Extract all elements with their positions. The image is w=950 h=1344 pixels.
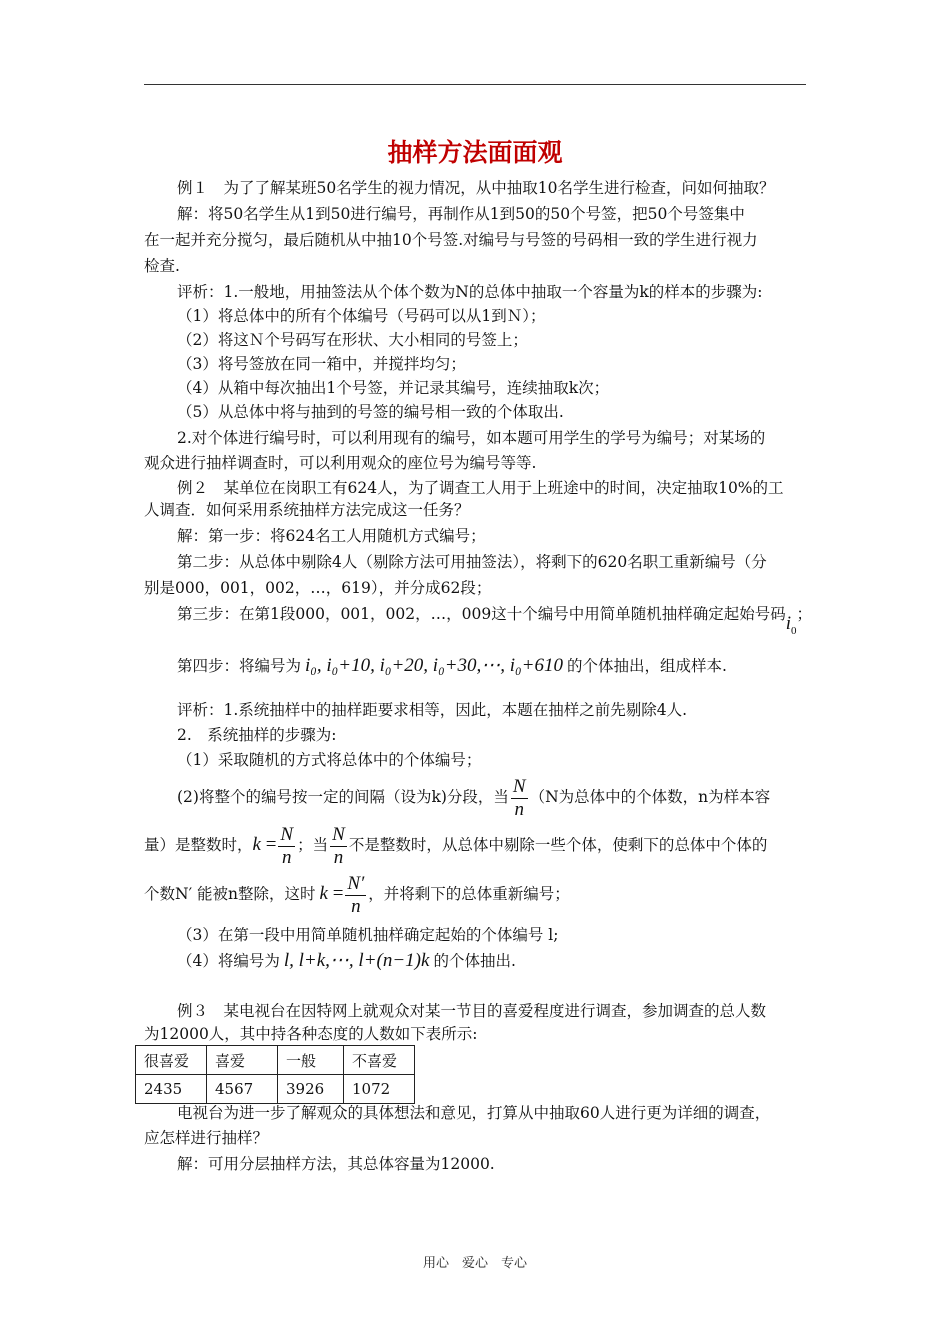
ex1-step-1: （1）将总体中的所有个体编号（号码可以从1到Ｎ）；	[177, 307, 546, 325]
ex2-step-1: 解：第一步：将624名工人用随机方式编号；	[177, 527, 486, 545]
fraction-N-over-n-3: $\frac{N}{n}$	[332, 823, 345, 868]
ex3-text-2: 应怎样进行抽样？	[144, 1129, 269, 1147]
ex2-proc-2	[177, 775, 770, 821]
ex1-step-5: （5）从总体中将与抽到的号签的编号相一致的个体取出.	[177, 403, 564, 421]
k-equals: k =	[252, 834, 277, 855]
ex2-proc-3-b: ；当	[297, 836, 329, 854]
ex2-proc-6-pre: （4）将编号为	[177, 952, 280, 970]
ex3-question-2: 为12000人，其中持各种态度的人数如下表所示:	[144, 1025, 478, 1043]
fraction-Nprime-over-n: $\frac{N'}{n}$	[347, 872, 365, 917]
ex2-step-4-formula: i₀, i₀+10, i₀+20, i₀+30,⋯, i₀+610	[305, 655, 563, 676]
ex2-proc-1: （1）采取随机的方式将总体中的个体编号；	[177, 751, 482, 769]
ex1-answer-line2: 在一起并充分搅匀，最后随机从中抽10个号签.对编号与号签的号码相一致的学生进行视力	[144, 231, 758, 249]
table-row	[136, 1075, 415, 1104]
ex2-proc-6-formula: l, l+k,⋯, l+(n−1)k	[283, 950, 430, 971]
ex2-proc-4	[144, 872, 570, 918]
ex2-proc-4-b: ，并将剩下的总体重新编号；	[368, 885, 570, 903]
ex2-proc-3	[144, 823, 767, 869]
ex2-proc-6	[177, 951, 516, 971]
ex2-step-3	[177, 604, 812, 637]
table-header-row	[136, 1046, 415, 1075]
ex2-comment-2: 2. 系统抽样的步骤为:	[177, 726, 337, 744]
ex2-proc-2-pre: (2)将整个的编号按一定的间隔（设为k)分段，当	[177, 788, 509, 806]
ex2-question-2: 人调查．如何采用系统抽样方法完成这一任务？	[144, 501, 470, 519]
ex1-answer-line1: 解：将50名学生从1到50进行编号，再制作从1到50的50个号签，把50个号签集中	[177, 205, 745, 223]
ex2-proc-5: （3）在第一段中用简单随机抽样确定起始的个体编号 l;	[177, 926, 559, 944]
ex1-answer-line3: 检查.	[144, 257, 180, 275]
page-title: 抽样方法面面观	[387, 138, 563, 167]
table-header-cell: 不喜爱	[344, 1046, 415, 1075]
attitude-table	[135, 1045, 415, 1104]
fraction-N-over-n-2: $\frac{N}{n}$	[280, 823, 294, 868]
ex2-step-3-end: ；	[796, 605, 812, 623]
ex3-text-1: 电视台为进一步了解观众的具体想法和意见，打算从中抽取60人进行更为详细的调查，	[177, 1104, 771, 1122]
table-header-cell: 很喜爱	[136, 1046, 207, 1075]
ex2-proc-3-c: 不是整数时，从总体中剔除一些个体，使剩下的总体中个体的	[348, 836, 768, 854]
table-cell: 2435	[136, 1075, 207, 1104]
ex1-step-3: （3）将号签放在同一箱中，并搅拌均匀；	[177, 355, 466, 373]
ex1-comment-2b: 观众进行抽样调查时，可以利用观众的座位号为编号等等.	[144, 454, 537, 472]
table-cell: 4567	[207, 1075, 278, 1104]
ex2-step-4	[177, 656, 727, 676]
ex1-step-2: （2）将这Ｎ个号码写在形状、大小相同的号签上；	[177, 331, 528, 349]
table-header-cell: 一般	[278, 1046, 344, 1075]
ex2-step-4-pre: 第四步：将编号为	[177, 657, 302, 675]
table-cell: 3926	[278, 1075, 344, 1104]
header-rule	[144, 84, 806, 85]
table-cell: 1072	[344, 1075, 415, 1104]
i0-symbol: $i_0$	[785, 613, 797, 637]
table-header-cell: 喜爱	[207, 1046, 278, 1075]
k-equals-2: k =	[319, 883, 344, 904]
ex2-proc-6-post: 的个体抽出.	[433, 952, 516, 970]
ex2-proc-2-post: （N为总体中的个体数，n为样本容	[529, 788, 771, 806]
fraction-N-over-n: $\frac{N}{n}$	[512, 775, 526, 820]
ex2-step-4-post: 的个体抽出，组成样本.	[566, 657, 727, 675]
ex3-question-1: 例３ 某电视台在因特网上就观众对某一节目的喜爱程度进行调查，参加调查的总人数	[177, 1002, 767, 1020]
ex2-proc-4-a: 个数N′ 能被n整除，这时	[144, 885, 316, 903]
ex2-step-3-text: 第三步：在第1段000，001，002，…，009这十个编号中用简单随机抽样确定起始号码	[177, 605, 786, 623]
ex1-question: 例１ 为了了解某班50名学生的视力情况，从中抽取10名学生进行检查，问如何抽取？	[177, 179, 775, 197]
ex2-step-2a: 第二步：从总体中剔除4人（剔除方法可用抽签法），将剩下的620名职工重新编号（分	[177, 553, 767, 571]
ex2-comment-1: 评析：1.系统抽样中的抽样距要求相等，因此，本题在抽样之前先剔除4人.	[177, 701, 688, 719]
ex3-text-3: 解：可用分层抽样方法，其总体容量为12000.	[177, 1155, 495, 1173]
ex2-step-2b: 别是000，001，002，…，619），并分成62段；	[144, 579, 492, 597]
ex1-step-4: （4）从箱中每次抽出1个号签，并记录其编号，连续抽取k次；	[177, 379, 610, 397]
ex2-question-1: 例２ 某单位在岗职工有624人，为了调查工人用于上班途中的时间，决定抽取10%的工	[177, 479, 784, 497]
ex1-comment-2a: 2.对个体进行编号时，可以利用现有的编号，如本题可用学生的学号为编号；对某场的	[177, 429, 766, 447]
ex1-comment-1: 评析：1.一般地，用抽签法从个体个数为N的总体中抽取一个容量为k的样本的步骤为:	[177, 283, 763, 301]
page-footer: 用心 爱心 专心	[422, 1256, 527, 1271]
ex2-proc-3-a: 量）是整数时，	[144, 836, 253, 854]
